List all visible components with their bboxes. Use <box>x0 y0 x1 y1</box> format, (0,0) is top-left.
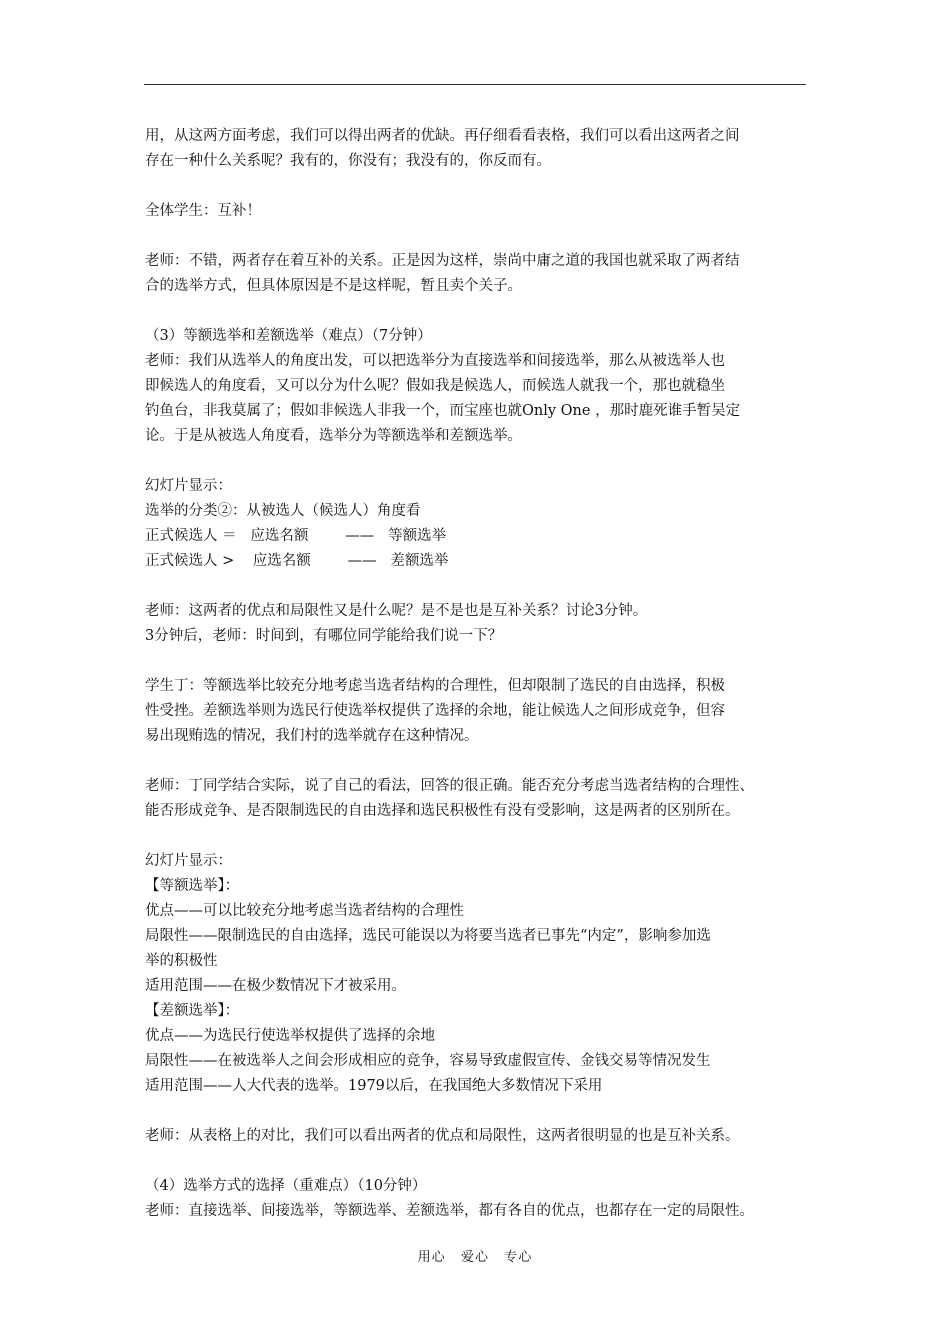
text-line: 3分钟后，老师：时间到，有哪位同学能给我们说一下？ <box>145 628 503 644</box>
text-line: 即候选人的角度看，又可以分为什么呢？假如我是候选人，而候选人就我一个，那也就稳坐 <box>145 378 725 394</box>
text-line: 适用范围——在极少数情况下才被采用。 <box>145 978 406 994</box>
text-line: 用，从这两方面考虑，我们可以得出两者的优缺。再仔细看看表格，我们可以看出这两者之间 <box>145 128 740 144</box>
text-line: 幻灯片显示： <box>145 478 232 494</box>
text-line: 易出现贿选的情况，我们村的选举就存在这种情况。 <box>145 728 479 744</box>
text-line: 老师：这两者的优点和局限性又是什么呢？是不是也是互补关系？讨论3分钟。 <box>145 603 648 619</box>
text-line: 适用范围——人大代表的选举。1979以后，在我国绝大多数情况下采用 <box>145 1078 603 1094</box>
text-line: 存在一种什么关系呢？我有的，你没有；我没有的，你反而有。 <box>145 153 551 169</box>
text-line: 钓鱼台，非我莫属了；假如非候选人非我一个，而宝座也就Only One ，那时鹿死谁手暂吴定 <box>145 403 741 419</box>
blank-line <box>145 224 815 249</box>
text-line: 老师：不错，两者存在着互补的关系。正是因为这样，崇尚中庸之道的我国也就采取了两者结 <box>145 253 740 269</box>
text-line: 优点——可以比较充分地考虑当选者结构的合理性 <box>145 903 464 919</box>
text-line: 老师：从表格上的对比，我们可以看出两者的优点和局限性，这两者很明显的也是互补关系。 <box>145 1128 740 1144</box>
text-line: 幻灯片显示： <box>145 853 232 869</box>
page-footer: 用心 爱心 专心 <box>417 1250 533 1265</box>
text-line: 优点——为选民行使选举权提供了选择的余地 <box>145 1028 435 1044</box>
text-line: 学生丁：等额选举比较充分地考虑当选者结构的合理性，但却限制了选民的自由选择，积极 <box>145 678 725 694</box>
blank-line <box>145 174 815 199</box>
blank-line <box>145 1099 815 1124</box>
text-line: 老师：我们从选举人的角度出发，可以把选举分为直接选举和间接选举，那么从被选举人也 <box>145 353 725 369</box>
header-rule <box>144 84 806 85</box>
text-line: 【等额选举】： <box>145 878 240 894</box>
blank-line <box>145 749 815 774</box>
blank-line <box>145 299 815 324</box>
text-line: 正式候选人 > 应选名额 —— 差额选举 <box>145 553 449 569</box>
blank-line <box>145 1149 815 1174</box>
text-line: 局限性——在被选举人之间会形成相应的竞争，容易导致虚假宣传、金钱交易等情况发生 <box>145 1053 711 1069</box>
text-line: 举的积极性 <box>145 953 218 969</box>
text-line: 正式候选人 ＝ 应选名额 —— 等额选举 <box>145 528 447 544</box>
text-line: 性受挫。差额选举则为选民行使选举权提供了选择的余地，能让候选人之间形成竞争，但容 <box>145 703 725 719</box>
text-line: （4）选举方式的选择（重难点）（10分钟） <box>145 1178 427 1194</box>
blank-line <box>145 449 815 474</box>
text-line: （3）等额选举和差额选举（难点）（7分钟） <box>145 328 432 344</box>
text-line: 全体学生：互补！ <box>145 203 261 219</box>
text-line: 【差额选举】： <box>145 1003 240 1019</box>
text-line: 能否形成竞争、是否限制选民的自由选择和选民积极性有没有受影响，这是两者的区别所在。 <box>145 803 740 819</box>
blank-line <box>145 574 815 599</box>
text-line: 选举的分类②：从被选人（候选人）角度看 <box>145 503 421 519</box>
text-line: 合的选举方式，但具体原因是不是这样呢，暂且卖个关子。 <box>145 278 522 294</box>
text-line: 老师：丁同学结合实际，说了自己的看法，回答的很正确。能否充分考虑当选者结构的合理性、 <box>145 778 754 794</box>
text-line: 局限性——限制选民的自由选择，选民可能误以为将要当选者已事先“内定”，影响参加选 <box>145 928 711 944</box>
blank-line <box>145 649 815 674</box>
blank-line <box>145 824 815 849</box>
text-line: 老师：直接选举、间接选举，等额选举、差额选举，都有各自的优点，也都存在一定的局限性。 <box>145 1203 754 1219</box>
text-line: 论。于是从被选人角度看，选举分为等额选举和差额选举。 <box>145 428 522 444</box>
document-body <box>145 124 815 1224</box>
